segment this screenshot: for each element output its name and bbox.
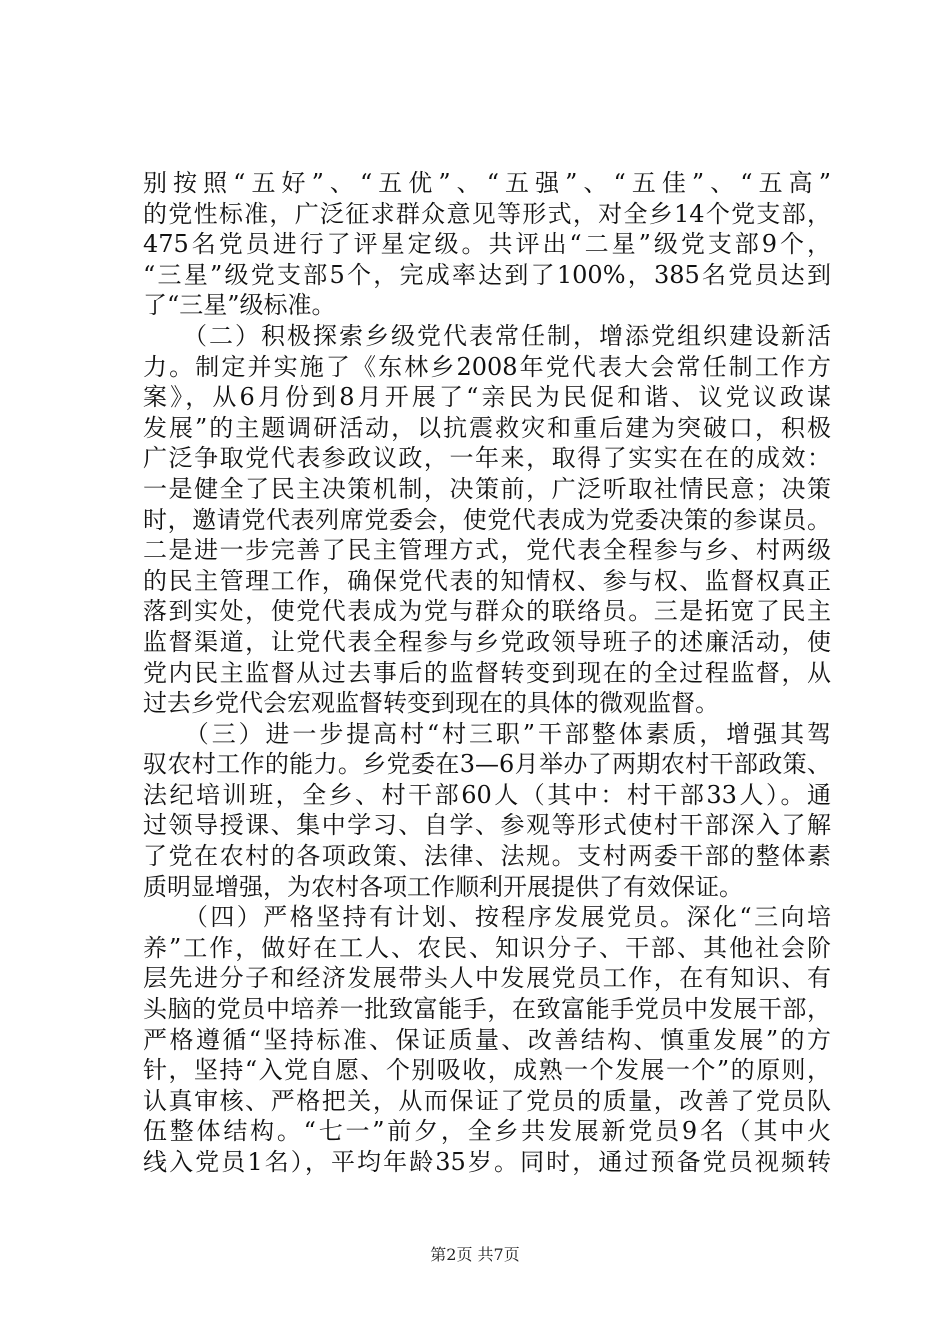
text-line: 严格遵循“坚持标准、保证质量、改善结构、慎重发展”的方 — [143, 1025, 831, 1054]
body-text — [143, 168, 831, 1178]
text-line: 案》，从6月份到8月开展了“亲民为民促和谐、议党议政谋 — [143, 383, 831, 412]
page-number: 第2页 共7页 — [430, 1245, 520, 1264]
text-line: （二）积极探索乡级党代表常任制，增添党组织建设新活 — [143, 321, 831, 350]
text-line: （四）严格坚持有计划、按程序发展党员。深化“三向培 — [143, 903, 831, 932]
text-line: 二是进一步完善了民主管理方式，党代表全程参与乡、村两级 — [143, 536, 831, 565]
text-line: 伍整体结构。“七一”前夕，全乡共发展新党员9名（其中火 — [143, 1117, 831, 1146]
text-line: 过领导授课、集中学习、自学、参观等形式使村干部深入了解 — [143, 811, 831, 840]
text-line: 驭农村工作的能力。乡党委在3—6月举办了两期农村干部政策、 — [143, 750, 831, 779]
text-line: （三）进一步提高村“村三职”干部整体素质，增强其驾 — [143, 719, 831, 748]
text-line: 头脑的党员中培养一批致富能手，在致富能手党员中发展干部， — [143, 995, 831, 1024]
text-line: 层先进分子和经济发展带头人中发展党员工作，在有知识、有 — [143, 964, 831, 993]
text-line: 的民主管理工作，确保党代表的知情权、参与权、监督权真正 — [143, 566, 831, 595]
text-line: 党内民主监督从过去事后的监督转变到现在的全过程监督，从 — [143, 658, 831, 687]
text-line: 475名党员进行了评星定级。共评出“二星”级党支部9个， — [143, 230, 831, 259]
text-line: “三星”级党支部5个，完成率达到了100%，385名党员达到 — [143, 260, 831, 289]
text-line: 线入党员1名），平均年龄35岁。同时，通过预备党员视频转 — [143, 1148, 831, 1176]
text-line: 法纪培训班，全乡、村干部60人（其中：村干部33人）。通 — [143, 780, 831, 809]
text-line: 一是健全了民主决策机制，决策前，广泛听取社情民意；决策 — [143, 474, 831, 503]
text-line: 别按照“五好”、“五优”、“五强”、“五佳”、“五高” — [143, 169, 831, 197]
text-line: 过去乡党代会宏观监督转变到现在的具体的微观监督。 — [143, 689, 719, 718]
text-line: 广泛争取党代表参政议政，一年来，取得了实实在在的成效： — [143, 444, 831, 473]
text-line: 时，邀请党代表列席党委会，使党代表成为党委决策的参谋员。 — [143, 505, 831, 534]
text-line: 了“三星”级标准。 — [143, 291, 336, 320]
text-line: 质明显增强，为农村各项工作顺利开展提供了有效保证。 — [143, 872, 743, 901]
text-line: 针，坚持“入党自愿、个别吸收，成熟一个发展一个”的原则， — [143, 1056, 831, 1085]
text-line: 落到实处，使党代表成为党与群众的联络员。三是拓宽了民主 — [143, 597, 831, 626]
text-line: 的党性标准，广泛征求群众意见等形式，对全乡14个党支部， — [143, 199, 831, 228]
text-line: 了党在农村的各项政策、法律、法规。支村两委干部的整体素 — [143, 842, 831, 871]
text-line: 发展”的主题调研活动，以抗震救灾和重后建为突破口，积极 — [143, 413, 831, 442]
text-line: 监督渠道，让党代表全程参与乡党政领导班子的述廉活动，使 — [143, 627, 831, 656]
text-line: 力。制定并实施了《东林乡2008年党代表大会常任制工作方 — [143, 352, 831, 381]
text-line: 认真审核、严格把关，从而保证了党员的质量，改善了党员队 — [143, 1086, 831, 1115]
text-line: 养”工作，做好在工人、农民、知识分子、干部、其他社会阶 — [143, 933, 831, 962]
